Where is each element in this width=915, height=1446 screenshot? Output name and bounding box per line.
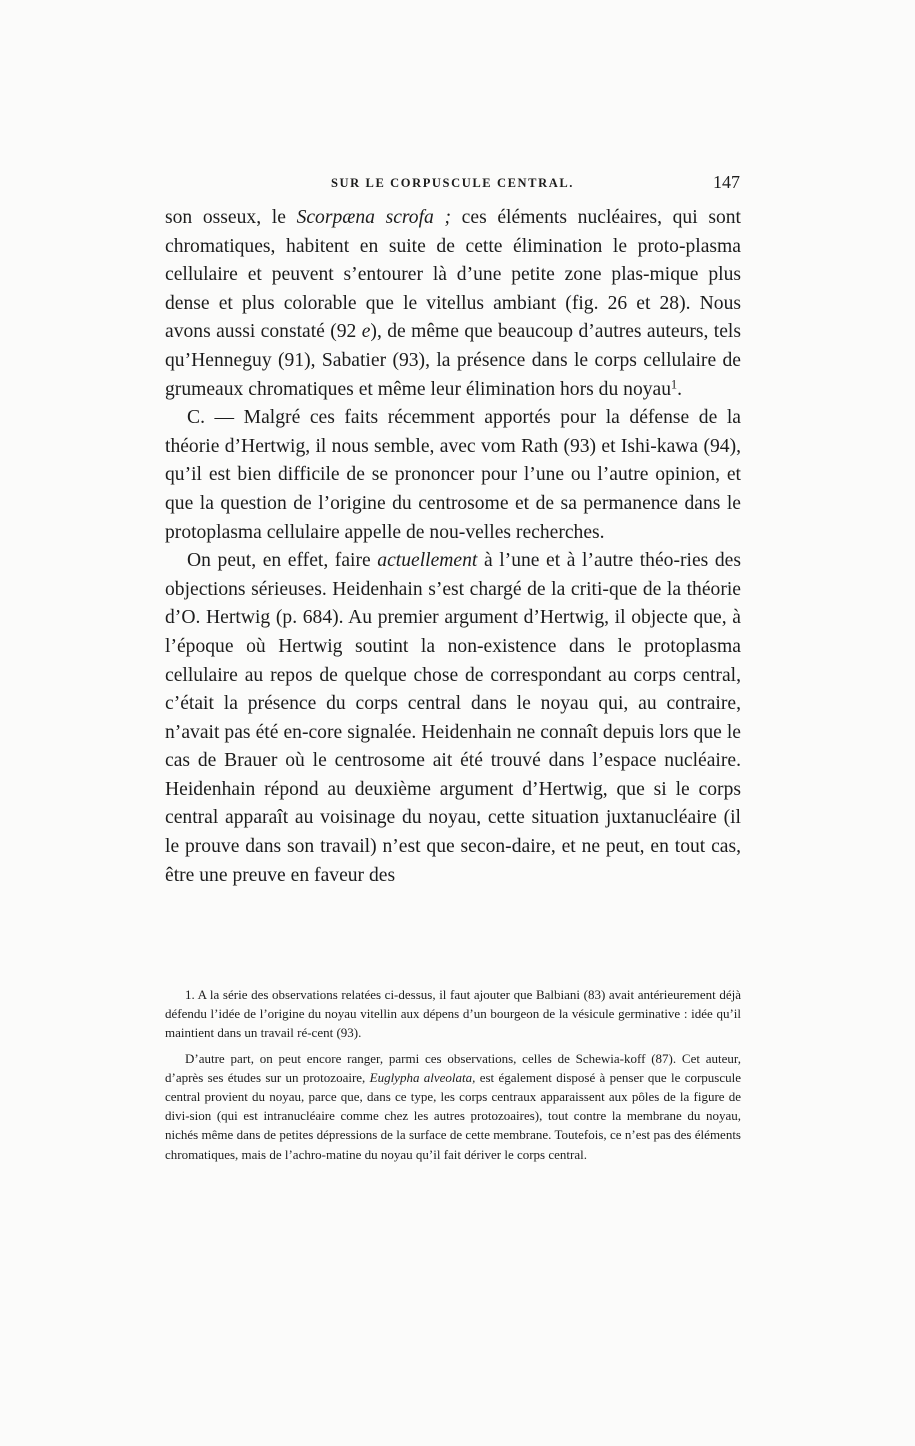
- running-head: [165, 172, 740, 196]
- page-number: 147: [713, 172, 740, 192]
- running-title: SUR LE CORPUSCULE CENTRAL.: [330, 176, 575, 190]
- paragraph-3: [165, 547, 741, 890]
- paragraph-1-text-b: ces éléments nucléaires, qui sont chromatiques, habitent en suite de cette élimination le proto-plasma cellulaire et peuvent s’entourer là d’une petite zone plas-mique plus dense et plus colorable que le vitellus ambiant (fig. 26 et 28). Nous avons aussi constaté (92: [165, 207, 741, 343]
- footnote-1: 1. A la série des observations relatées ci-dessus, il faut ajouter que Balbiani (83) avait antérieurement déjà défendu l’idée de l’origine du noyau vitellin aux dépens d’un bourgeon de la vésicule germinative : idée qu’il maintient dans un travail ré-cent (93).: [165, 987, 741, 1041]
- paragraph-2: C. — Malgré ces faits récemment apportés pour la défense de la théorie d’Hertwig, il nous semble, avec vom Rath (93) et Ishi-kawa (94), qu’il est bien difficile de se prononcer pour l’une ou l’autre opinion, et que la question de l’origine du centrosome et de sa permanence dans le protoplasma cellulaire appelle de nou-velles recherches.: [165, 407, 741, 543]
- paragraph-1-text-c: ), de même que beaucoup d’autres auteurs, tels qu’Henneguy (91), Sabatier (93), la présence dans le corps cellulaire de grumeaux chromatiques et même leur élimination hors du noyau: [165, 321, 741, 400]
- footnote-text-b: est également disposé à penser que le corpuscule central provient du noyau, parce que, dans ce type, les corps centraux apparaissent aux pôles de la figure de divi-sion (qui est intranucléaire comme chez les autres protozoaires), tout contre la membrane du noyau, nichés même dans de petites dépressions de la surface de cette membrane. Toutefois, ce n’est pas des éléments chromatiques, mais de l’achro-matine du noyau qu’il fait dériver le corps central.: [165, 1069, 741, 1162]
- footnote-1-continuation: [165, 1049, 741, 1164]
- species-name-euglypha: Euglypha alveolata,: [369, 1069, 476, 1085]
- footnotes: [165, 985, 741, 1164]
- paragraph-3-text-b: à l’une et à l’autre théo-ries des objections sérieuses. Heidenhain s’est chargé de la criti-que de la théorie d’O. Hertwig (p. 684). Au premier argument d’Hertwig, il objecte que, à l’époque où Hertwig soutint la non-existence dans le protoplasma cellulaire au repos de quelque chose de correspondant au corps central, c’était la présence du corps central dans le noyau qui, au contraire, n’avait pas été en-core signalée. Heidenhain ne connaît depuis lors que le cas de Brauer où le centrosome ait été trouvé dans l’espace nucléaire. Heidenhain répond au deuxième argument d’Hertwig, que si le corps central apparaît au voisinage du noyau, cette situation juxtanucléaire (il le prouve dans son travail) n’est que secon-daire, et ne peut, en tout cas, être une preuve en faveur des: [165, 550, 741, 886]
- species-name-scorpaena: Scorpæna scrofa ;: [296, 207, 452, 228]
- emphasis-word: actuellement: [377, 550, 478, 572]
- paragraph-1-text-a: son osseux, le: [165, 207, 297, 228]
- paragraph-3-text-a: On peut, en effet, faire: [187, 550, 378, 572]
- footnote-text-a: D’autre part, on peut encore ranger, parmi ces observations, celles de Schewia-koff (87). Cet auteur, d’après ses études sur un protozoaire,: [165, 1050, 741, 1085]
- paragraph-1-end: .: [677, 378, 683, 400]
- body-text: [165, 204, 741, 890]
- reference-letter: e: [361, 321, 371, 343]
- paragraph-1: [165, 204, 741, 404]
- footnote-marker: 1: [671, 376, 678, 391]
